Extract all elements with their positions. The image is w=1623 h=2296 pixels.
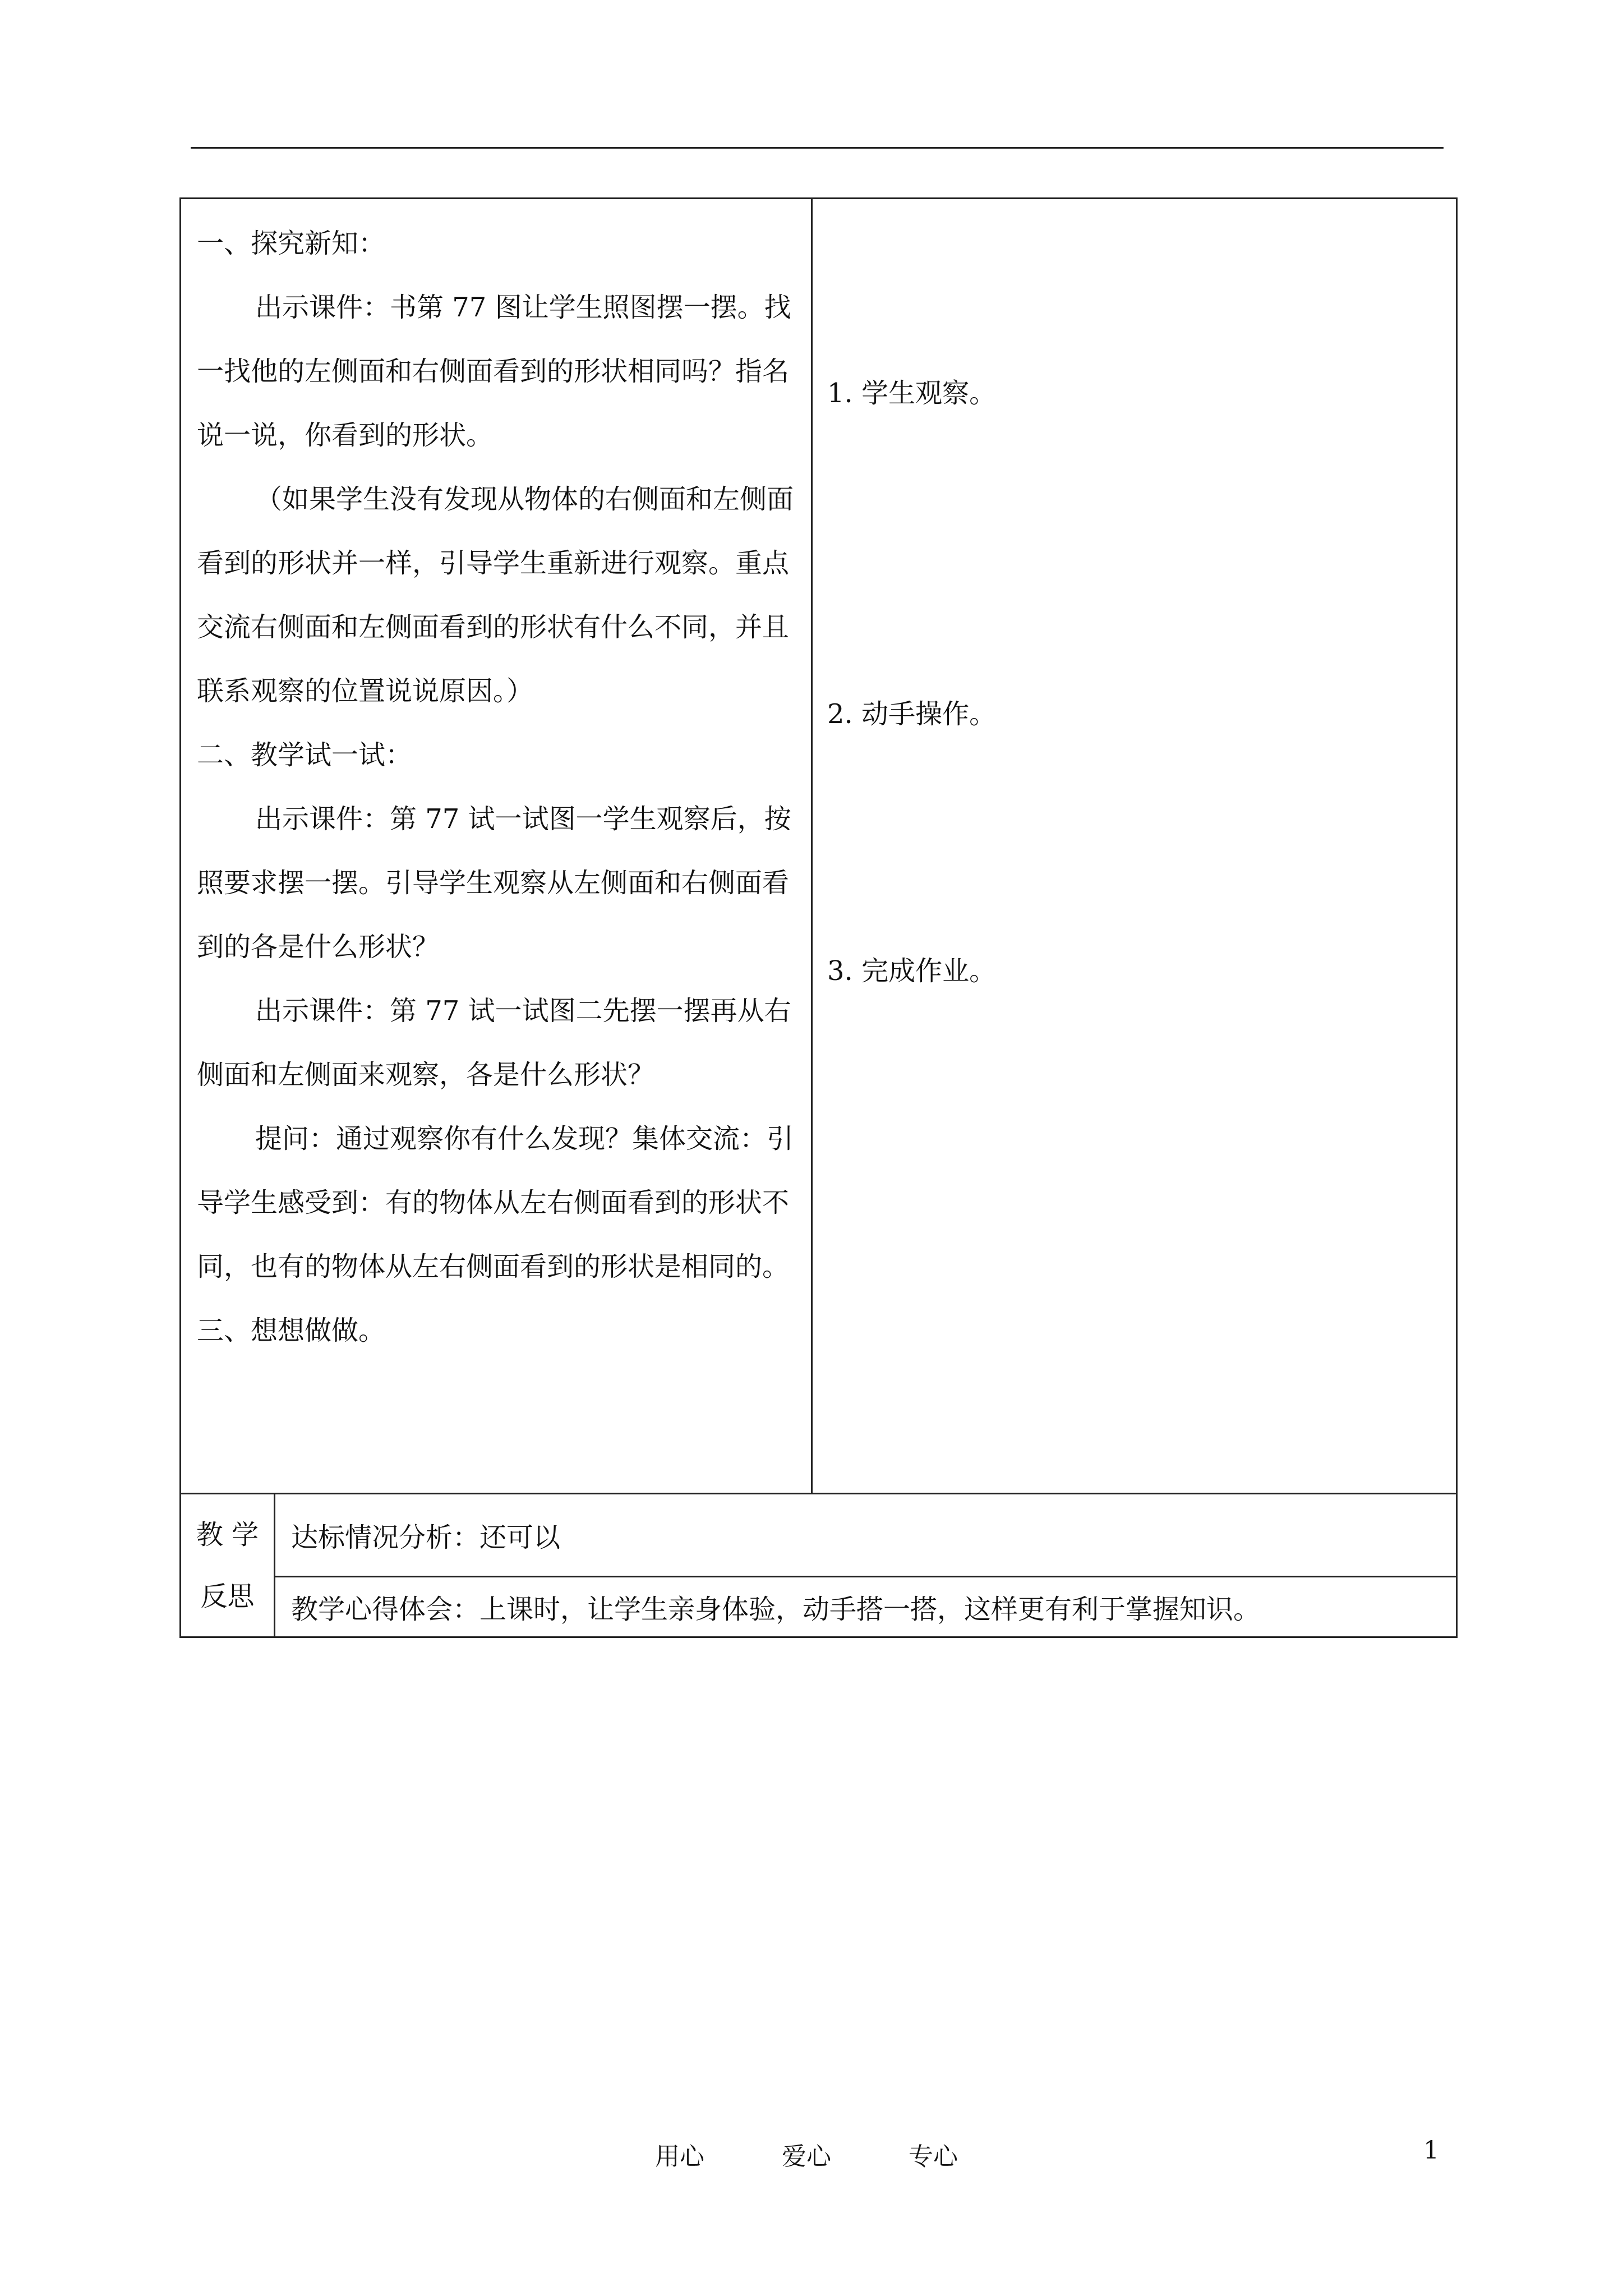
reflection-row-experience bbox=[181, 1577, 1457, 1637]
reflection-label bbox=[181, 1494, 275, 1637]
teaching-process-cell bbox=[181, 199, 812, 1494]
motto-word-1: 用心 bbox=[655, 2142, 704, 2171]
paragraph-courseware-1: 出示课件：书第 77 图让学生照图摆一摆。找一找他的左侧面和右侧面看到的形状相同吗？指名说一说，你看到的形状。 bbox=[197, 292, 791, 451]
paragraph-guidance-note: （如果学生没有发现从物体的右侧面和左侧面看到的形状并一样，引导学生重新进行观察。重点交流右侧面和左侧面看到的形状有什么不同，并且联系观察的位置说说原因。） bbox=[197, 484, 794, 707]
footer-motto bbox=[655, 2136, 958, 2172]
section-heading-try: 二、教学试一试： bbox=[197, 739, 413, 771]
page-number: 1 bbox=[1423, 2136, 1439, 2165]
reflection-label-line2: 反思 bbox=[200, 1580, 255, 1612]
section-heading-practice: 三、想想做做。 bbox=[197, 1315, 386, 1346]
reflection-row-analysis bbox=[181, 1494, 1457, 1577]
student-activity-3: 3. 完成作业。 bbox=[827, 955, 997, 987]
paragraph-question: 提问：通过观察你有什么发现？集体交流：引导学生感受到：有的物体从左右侧面看到的形状不同，也有的物体从左右侧面看到的形状是相同的。 bbox=[197, 1123, 794, 1282]
motto-word-3: 专心 bbox=[909, 2142, 958, 2171]
header-rule bbox=[191, 147, 1444, 149]
paragraph-courseware-3: 出示课件：第 77 试一试图二先摆一摆再从右侧面和左侧面来观察，各是什么形状？ bbox=[197, 995, 791, 1091]
motto-word-2: 爱心 bbox=[782, 2142, 831, 2171]
student-activity-1: 1. 学生观察。 bbox=[827, 378, 997, 409]
paragraph-courseware-2: 出示课件：第 77 试一试图一学生观察后，按照要求摆一摆。引导学生观察从左侧面和右侧面看到的各是什么形状？ bbox=[197, 803, 791, 963]
experience-text: 教学心得体会：上课时，让学生亲身体验，动手搭一搭，这样更有利于掌握知识。 bbox=[275, 1577, 1457, 1637]
student-activity-cell bbox=[812, 199, 1457, 1494]
reflection-label-line1: 教 学 bbox=[196, 1519, 259, 1550]
lesson-plan-table bbox=[179, 197, 1458, 1638]
analysis-text: 达标情况分析：还可以 bbox=[275, 1494, 1457, 1577]
section-heading-explore: 一、探究新知： bbox=[197, 228, 386, 259]
lesson-content-row bbox=[181, 199, 1457, 1494]
student-activity-2: 2. 动手操作。 bbox=[827, 698, 997, 730]
